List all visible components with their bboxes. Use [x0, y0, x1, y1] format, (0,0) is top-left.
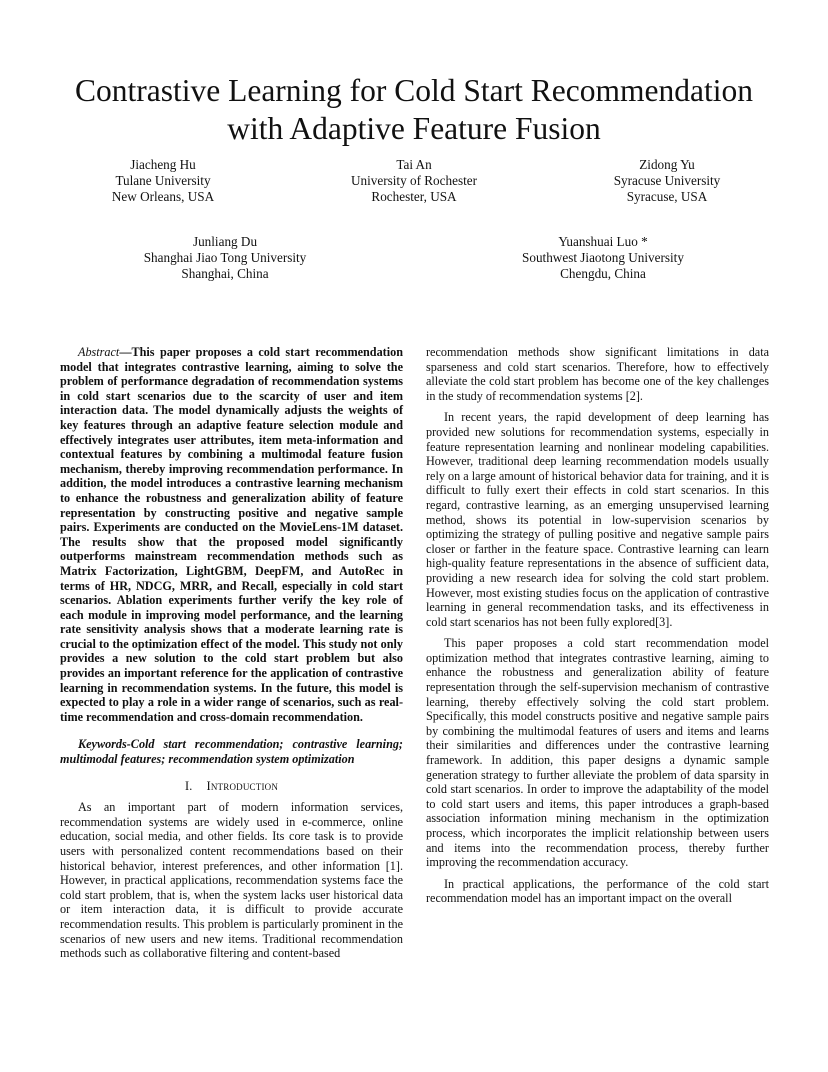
author-location: Syracuse, USA — [626, 189, 708, 204]
abstract — [60, 345, 403, 724]
intro-paragraph-1: As an important part of modern information services, recommendation systems are widely used in e-commerce, online education, social media, and other fields. Its core task is to provide users with personalized content recommendations based on their historical behavior, interest preferences, and other information [1]. However, in practical applications, recommendation systems face the cold start problem, that is, when the system lacks user historical data or item interaction data, it is difficult to provide accurate recommendation results. This problem is particularly prominent in the scenarios of new users and new items. Traditional recommendation methods such as collaborative filtering and content-based — [60, 800, 403, 961]
author-name: Junliang Du — [192, 234, 258, 249]
author-block-4 — [120, 234, 330, 282]
author-name: Tai An — [396, 157, 432, 172]
author-name: Zidong Yu — [639, 157, 695, 172]
author-name: Yuanshuai Luo * — [558, 234, 648, 249]
author-block-1 — [88, 157, 238, 205]
author-affiliation: Southwest Jiaotong University — [522, 250, 684, 265]
author-block-2 — [334, 157, 494, 205]
left-column — [60, 345, 403, 961]
author-location: Chengdu, China — [560, 266, 646, 281]
keywords: Keywords-Cold start recommendation; contrastive learning; multimodal features; recommendation system optimization — [60, 737, 403, 767]
author-affiliation: University of Rochester — [351, 173, 477, 188]
intro-paragraph-3: This paper proposes a cold start recommendation model optimization method that integrates contrastive learning, aiming to enhance the robustness and generalization ability of feature representation through the self-supervision mechanism of contrastive learning, thereby effectively solving the cold start problem. Specifically, this model constructs positive and negative sample pairs by combining the multimodal features of users and items and learns their similarities and differences under the contrastive learning framework. In addition, this paper designs a dynamic sample generation strategy to further alleviate the problem of data sparsity in cold start scenarios. In order to improve the adaptability of the model to cold start users and items, this paper introduces a graph-based association information mining mechanism in the optimization process, which incorporates the implicit relationship between users and items into the recommendation process, thereby further improving the recommendation accuracy. — [426, 636, 769, 870]
author-location: Rochester, USA — [371, 189, 457, 204]
paper-title — [40, 72, 788, 148]
author-block-3 — [592, 157, 742, 205]
title-line-1: Contrastive Learning for Cold Start Recommendation — [75, 73, 753, 108]
section-title: Introduction — [206, 778, 279, 793]
author-affiliation: Shanghai Jiao Tong University — [143, 250, 307, 265]
intro-paragraph-2: In recent years, the rapid development of deep learning has provided new solutions for recommendation systems, especially in feature representation learning and nonlinear modeling capabilities. However, traditional deep learning recommendation models usually rely on a large amount of historical behavior data for training, and it is difficult to fully exert their effects in cold start scenarios. In this regard, contrastive learning, as an emerging unsupervised learning method, shows its potential in low-supervision scenarios by optimizing the strategy of pulling positive and negative sample pairs closer or farther in the feature space. Contrastive learning can learn high-quality feature representations in the absence of sufficient data, providing a new research idea for solving the cold start problem. However, most existing studies focus on the application of contrastive learning in general recommendation tasks, and its effectiveness in cold start scenarios has not been fully explored[3]. — [426, 410, 769, 629]
right-column — [426, 345, 769, 906]
intro-paragraph-continued: recommendation methods show significant limitations in data sparseness and cold start scenarios. Therefore, how to effectively alleviate the cold start problem has become one of the key challenges in the study of recommendation systems [2]. — [426, 345, 769, 403]
author-location: Shanghai, China — [181, 266, 269, 281]
title-line-2: with Adaptive Feature Fusion — [227, 111, 601, 146]
author-affiliation: Tulane University — [115, 173, 211, 188]
intro-paragraph-4: In practical applications, the performance of the cold start recommendation model has an important impact on the overall — [426, 876, 769, 906]
section-heading — [60, 779, 403, 794]
author-block-5 — [498, 234, 708, 282]
abstract-label: Abstract — [78, 345, 120, 359]
abstract-text: —This paper proposes a cold start recommendation model that integrates contrastive learning, aiming to solve the problem of performance degradation of recommendation systems in cold start scenarios due to the scarcity of user and item interaction data. The model dynamically adjusts the weights of key features through an adaptive feature selection module and effectively integrates user attributes, item meta-information and contextual features by combining a multimodal feature fusion mechanism, thereby improving recommendation performance. In addition, the model introduces a contrastive learning mechanism to enhance the robustness and generalization ability of feature representation by constructing positive and negative sample pairs. Experiments are conducted on the MovieLens-1M dataset. The results show that the proposed model significantly outperforms mainstream recommendation methods such as Matrix Factorization, LightGBM, DeepFM, and AutoRec in terms of HR, NDCG, MRR, and Recall, especially in cold start scenarios. Ablation experiments further verify the key role of each module in improving model performance, and the learning rate sensitivity analysis shows that a moderate learning rate is crucial to the optimization effect of the model. This study not only provides a new solution to the cold start problem but also provides an important reference for the application of contrastive learning in recommendation systems. In the future, this model is expected to play a role in a wider range of scenarios, such as real-time recommendation and cross-domain recommendation. — [60, 345, 403, 724]
author-name: Jiacheng Hu — [130, 157, 196, 172]
section-number: I. — [184, 778, 193, 793]
author-affiliation: Syracuse University — [613, 173, 721, 188]
author-location: New Orleans, USA — [111, 189, 215, 204]
